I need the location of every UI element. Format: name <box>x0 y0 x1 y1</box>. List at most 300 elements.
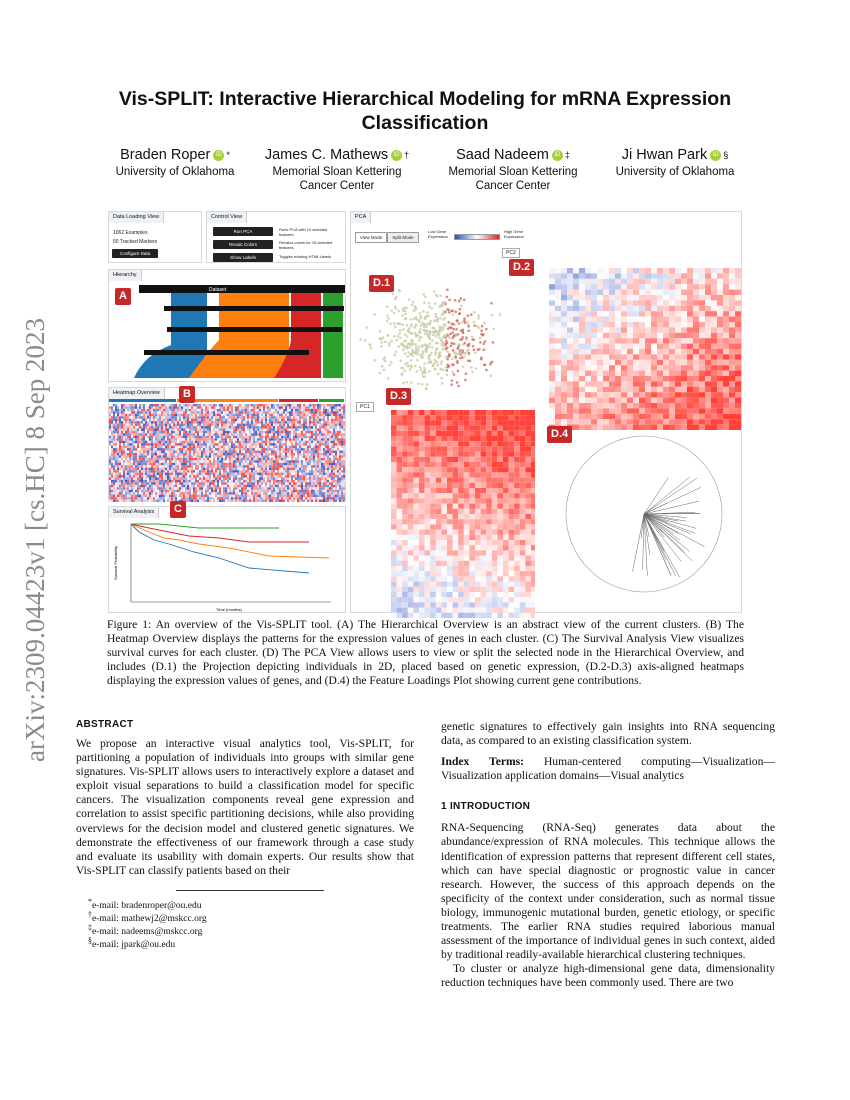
split-node[interactable] <box>167 327 342 332</box>
heatmap-cell <box>125 431 127 433</box>
heatmap-cell <box>117 414 119 416</box>
heatmap-cell <box>145 426 147 428</box>
heatmap-cell <box>193 482 195 484</box>
heatmap-cell <box>199 495 201 497</box>
heatmap-cell <box>253 455 255 457</box>
heatmap-cell <box>285 409 287 411</box>
heatmap-cell <box>187 485 189 487</box>
heatmap-cell <box>301 482 303 484</box>
pca-tab[interactable]: PCA <box>351 212 371 223</box>
heatmap-cell <box>169 485 171 487</box>
heatmap-cell <box>135 487 137 489</box>
heatmap-cell <box>215 419 217 421</box>
heatmap-cell <box>209 421 211 423</box>
heatmap-cell <box>193 495 195 497</box>
heatmap-cell <box>151 421 153 423</box>
heatmap-cell <box>239 436 241 438</box>
heatmap-cell <box>269 426 271 428</box>
heatmap-cell <box>195 470 197 472</box>
heatmap-cell <box>215 446 217 448</box>
heatmap-cell <box>131 485 133 487</box>
heatmap-cell <box>293 436 295 438</box>
heatmap-cell <box>197 463 199 465</box>
split-node[interactable] <box>164 306 344 311</box>
heatmap-cell <box>249 473 251 475</box>
heatmap-cell <box>277 446 279 448</box>
heatmap-cell <box>213 487 215 489</box>
heatmap-cell <box>325 460 327 462</box>
heatmap-cell <box>207 465 209 467</box>
heatmap-cell <box>199 416 201 418</box>
heatmap-cell <box>197 473 199 475</box>
heatmap-cell <box>279 470 281 472</box>
heatmap-cell <box>315 463 317 465</box>
heatmap-cell <box>261 458 263 460</box>
heatmap-cell <box>161 500 163 502</box>
heatmap-cell <box>231 443 233 445</box>
heatmap-cell <box>337 465 339 467</box>
heatmap-cell <box>139 465 141 467</box>
heatmap-cell <box>187 495 189 497</box>
heatmap-cell <box>151 433 153 435</box>
heatmap-cell <box>233 441 235 443</box>
heatmap-cell <box>275 451 277 453</box>
heatmap-cell <box>237 446 239 448</box>
show-labels-button[interactable]: Show Labels <box>213 253 273 262</box>
heatmap-cell <box>223 487 225 489</box>
heatmap-cell <box>317 431 319 433</box>
cluster-green[interactable] <box>323 293 343 378</box>
heatmap-cell <box>301 426 303 428</box>
heatmap-cell <box>271 463 273 465</box>
heatmap-cell <box>309 475 311 477</box>
heatmap-cell <box>215 436 217 438</box>
heatmap-cell <box>331 480 333 482</box>
run-pca-button[interactable]: Run PCA <box>213 227 273 236</box>
heatmap-cell <box>127 411 129 413</box>
heatmap-cell <box>181 465 183 467</box>
control-view-tab[interactable]: Control View <box>207 212 247 223</box>
heatmap-cell <box>323 453 325 455</box>
heatmap-cell <box>287 480 289 482</box>
heatmap-cell <box>185 465 187 467</box>
heatmap-cell <box>123 465 125 467</box>
heatmap-cell <box>187 446 189 448</box>
heatmap-cell <box>261 443 263 445</box>
heatmap-cell <box>253 453 255 455</box>
split-mode-button[interactable]: Split Mode <box>387 232 419 243</box>
heatmap-cell <box>207 433 209 435</box>
heatmap-cell <box>181 441 183 443</box>
heatmap-cell <box>301 497 303 499</box>
heatmap-cell <box>321 463 323 465</box>
heatmap-cell <box>221 436 223 438</box>
heatmap-overview-tab[interactable]: Heatmap Overview <box>109 388 165 399</box>
heatmap-cell <box>217 438 219 440</box>
heatmap-cell <box>129 411 131 413</box>
configure-data-button[interactable]: Configure Data <box>112 249 158 258</box>
heatmap-cell <box>255 406 257 408</box>
heatmap-cell <box>261 429 263 431</box>
heatmap-cell <box>329 478 331 480</box>
heatmap-cell <box>235 441 237 443</box>
heatmap-cell <box>241 455 243 457</box>
heatmap-cell <box>159 429 161 431</box>
heatmap-cell <box>129 463 131 465</box>
data-loading-tab[interactable]: Data Loading View <box>109 212 164 223</box>
heatmap-cell <box>155 448 157 450</box>
pca-point <box>477 317 480 320</box>
heatmap-cell <box>185 470 187 472</box>
heatmap-cell <box>185 478 187 480</box>
heatmap-cell <box>189 436 191 438</box>
heatmap-cell <box>261 465 263 467</box>
heatmap-cell <box>179 453 181 455</box>
heatmap-cell <box>247 485 249 487</box>
heatmap-cell <box>139 480 141 482</box>
heatmap-cell <box>273 433 275 435</box>
heatmap-cell <box>155 465 157 467</box>
heatmap-cell <box>289 433 291 435</box>
heatmap-cell <box>249 451 251 453</box>
figure-1 <box>107 209 744 613</box>
heatmap-cell <box>205 419 207 421</box>
heatmap-cell <box>197 421 199 423</box>
heatmap-cell <box>131 492 133 494</box>
heatmap-cell <box>189 455 191 457</box>
heatmap-cell <box>109 416 111 418</box>
heatmap-cell <box>237 468 239 470</box>
heatmap-cell <box>297 438 299 440</box>
heatmap-cell <box>267 426 269 428</box>
heatmap-cell <box>323 495 325 497</box>
heatmap-cell <box>247 441 249 443</box>
heatmap-cell <box>211 451 213 453</box>
hierarchy-tab[interactable]: Hierarchy <box>109 270 142 281</box>
heatmap-cell <box>209 414 211 416</box>
heatmap-cell <box>137 404 139 406</box>
heatmap-cell <box>217 492 219 494</box>
heatmap-cell <box>175 431 177 433</box>
heatmap-cell <box>167 480 169 482</box>
heatmap-cell <box>161 465 163 467</box>
heatmap-cell <box>341 468 343 470</box>
heatmap-cell <box>329 492 331 494</box>
heatmap-cell <box>275 448 277 450</box>
heatmap-cell <box>125 448 127 450</box>
heatmap-cell <box>281 446 283 448</box>
heatmap-cell <box>293 473 295 475</box>
heatmap-cell <box>241 433 243 435</box>
heatmap-cell <box>307 460 309 462</box>
heatmap-cell <box>149 480 151 482</box>
heatmap-cell <box>167 475 169 477</box>
heatmap-cell <box>325 411 327 413</box>
pca-point <box>425 344 428 347</box>
heatmap-cell <box>187 431 189 433</box>
heatmap-cell <box>165 431 167 433</box>
heatmap-cell <box>297 470 299 472</box>
heatmap-cell <box>257 448 259 450</box>
heatmap-cell <box>121 416 123 418</box>
pca-point <box>480 356 483 359</box>
heatmap-cell <box>183 492 185 494</box>
heatmap-cell <box>283 487 285 489</box>
heatmap-cell <box>157 487 159 489</box>
heatmap-cell <box>175 429 177 431</box>
heatmap-cell <box>255 433 257 435</box>
heatmap-cell <box>233 431 235 433</box>
heatmap-cell <box>291 495 293 497</box>
heatmap-cell <box>257 419 259 421</box>
heatmap-cell <box>289 492 291 494</box>
heatmap-cell <box>149 424 151 426</box>
heatmap-cell <box>315 426 317 428</box>
heatmap-cell <box>145 406 147 408</box>
heatmap-cell <box>249 443 251 445</box>
heatmap-cell <box>117 431 119 433</box>
heatmap-cell <box>155 431 157 433</box>
heatmap-cell <box>301 411 303 413</box>
heatmap-cell <box>151 497 153 499</box>
recalc-colors-button[interactable]: Recalc Colors <box>213 240 273 249</box>
heatmap-cell <box>137 463 139 465</box>
heatmap-cell <box>265 406 267 408</box>
heatmap-cell <box>115 426 117 428</box>
heatmap-cell <box>111 468 113 470</box>
heatmap-cell <box>173 495 175 497</box>
heatmap-cell <box>157 470 159 472</box>
heatmap-cell <box>341 411 343 413</box>
heatmap-cell <box>131 441 133 443</box>
heatmap-cell <box>149 475 151 477</box>
heatmap-cell <box>251 404 253 406</box>
survival-tab[interactable]: Survival Analysis <box>109 507 159 518</box>
heatmap-cell <box>303 436 305 438</box>
heatmap-cell <box>175 478 177 480</box>
heatmap-cell <box>167 500 169 502</box>
heatmap-cell <box>111 473 113 475</box>
heatmap-cell <box>287 453 289 455</box>
heatmap-cell <box>163 458 165 460</box>
heatmap-cell <box>339 500 341 502</box>
heatmap-cell <box>133 478 135 480</box>
heatmap-cell <box>157 436 159 438</box>
heatmap-cell <box>253 458 255 460</box>
heatmap-cell <box>267 487 269 489</box>
heatmap-cell <box>159 482 161 484</box>
heatmap-cell <box>221 470 223 472</box>
heatmap-cell <box>297 453 299 455</box>
heatmap-cell <box>295 460 297 462</box>
heatmap-cell <box>295 482 297 484</box>
heatmap-cell <box>325 433 327 435</box>
heatmap-cell <box>193 429 195 431</box>
heatmap-cell <box>119 419 121 421</box>
heatmap-cell <box>183 460 185 462</box>
heatmap-cell <box>319 421 321 423</box>
heatmap-cell <box>301 441 303 443</box>
heatmap-cell <box>339 446 341 448</box>
heatmap-cell <box>269 429 271 431</box>
heatmap-cell <box>309 478 311 480</box>
orcid-icon[interactable]: iD <box>213 150 224 161</box>
heatmap-cell <box>287 451 289 453</box>
heatmap-cell <box>319 419 321 421</box>
heatmap-cell <box>303 448 305 450</box>
heatmap-cell <box>249 416 251 418</box>
heatmap-cell <box>227 463 229 465</box>
heatmap-cell <box>209 487 211 489</box>
heatmap-cell <box>317 411 319 413</box>
heatmap-cell <box>243 490 245 492</box>
heatmap-cell <box>227 460 229 462</box>
heatmap-cell <box>307 487 309 489</box>
heatmap-cell <box>191 438 193 440</box>
heatmap-cell <box>193 406 195 408</box>
heatmap-cell <box>113 431 115 433</box>
heatmap-cell <box>261 470 263 472</box>
heatmap-cell <box>149 436 151 438</box>
heatmap-cell <box>337 419 339 421</box>
heatmap-cell <box>269 414 271 416</box>
heatmap-cell <box>147 480 149 482</box>
heatmap-cell <box>273 409 275 411</box>
heatmap-cell <box>263 482 265 484</box>
heatmap-cell <box>275 485 277 487</box>
heatmap-cell <box>173 404 175 406</box>
heatmap-cell <box>343 465 345 467</box>
heatmap-cell <box>117 482 119 484</box>
heatmap-cell <box>233 495 235 497</box>
heatmap-cell <box>173 424 175 426</box>
heatmap-cell <box>173 470 175 472</box>
heatmap-cell <box>293 495 295 497</box>
cluster-blue[interactable] <box>134 293 207 378</box>
heatmap-cell <box>289 416 291 418</box>
split-node[interactable] <box>144 350 309 355</box>
heatmap-cell <box>329 453 331 455</box>
heatmap-cell <box>145 443 147 445</box>
heatmap-cell <box>319 438 321 440</box>
heatmap-cell <box>237 426 239 428</box>
heatmap-cell <box>301 475 303 477</box>
heatmap-cell <box>273 482 275 484</box>
orcid-icon[interactable]: iD <box>391 150 402 161</box>
heatmap-cell <box>309 441 311 443</box>
heatmap-cell <box>149 419 151 421</box>
heatmap-cell <box>219 441 221 443</box>
heatmap-cell <box>281 487 283 489</box>
heatmap-cell <box>325 436 327 438</box>
heatmap-cell <box>139 492 141 494</box>
heatmap-cell <box>327 426 329 428</box>
heatmap-cell <box>155 475 157 477</box>
heatmap-cell <box>145 409 147 411</box>
heatmap-cell <box>341 458 343 460</box>
heatmap-cell <box>189 404 191 406</box>
heatmap-cell <box>241 485 243 487</box>
heatmap-cell <box>123 485 125 487</box>
heatmap-cell <box>171 416 173 418</box>
heatmap-cell <box>155 409 157 411</box>
heatmap-cell <box>189 478 191 480</box>
heatmap-cell <box>251 473 253 475</box>
heatmap-cell <box>215 433 217 435</box>
heatmap-cell <box>197 451 199 453</box>
heatmap-cell <box>271 438 273 440</box>
heatmap-cell <box>169 433 171 435</box>
view-mode-button[interactable]: View Mode <box>355 232 387 243</box>
heatmap-cell <box>295 473 297 475</box>
heatmap-cell <box>139 431 141 433</box>
root-node[interactable] <box>139 285 345 293</box>
heatmap-cell <box>157 492 159 494</box>
heatmap-cell <box>219 453 221 455</box>
heatmap-cell <box>321 473 323 475</box>
heatmap-cell <box>161 409 163 411</box>
heatmap-cell <box>273 419 275 421</box>
heatmap-cell <box>265 465 267 467</box>
orcid-icon[interactable]: iD <box>552 150 563 161</box>
heatmap-cell <box>147 443 149 445</box>
heatmap-cell <box>141 455 143 457</box>
heatmap-cell <box>307 492 309 494</box>
heatmap-cell <box>315 468 317 470</box>
heatmap-cell <box>145 470 147 472</box>
heatmap-cell <box>219 497 221 499</box>
heatmap-cell <box>225 468 227 470</box>
heatmap-cell <box>249 465 251 467</box>
heatmap-cell <box>273 441 275 443</box>
heatmap-cell <box>191 485 193 487</box>
heatmap-cell <box>303 458 305 460</box>
heatmap-cell <box>231 453 233 455</box>
heatmap-cell <box>173 426 175 428</box>
heatmap-cell <box>251 441 253 443</box>
heatmap-cell <box>167 492 169 494</box>
heatmap-cell <box>135 404 137 406</box>
pca-point <box>440 363 443 366</box>
heatmap-cell <box>335 406 337 408</box>
heatmap-cell <box>305 433 307 435</box>
heatmap-cell <box>123 424 125 426</box>
heatmap-cell <box>301 433 303 435</box>
heatmap-cell <box>145 500 147 502</box>
heatmap-cell <box>141 421 143 423</box>
orcid-icon[interactable]: iD <box>710 150 721 161</box>
heatmap-cell <box>217 424 219 426</box>
heatmap-cell <box>321 453 323 455</box>
heatmap-cell <box>289 438 291 440</box>
heatmap-cell <box>111 406 113 408</box>
heatmap-cell <box>291 441 293 443</box>
heatmap-cell <box>221 451 223 453</box>
heatmap-cell <box>187 460 189 462</box>
heatmap-cell <box>325 404 327 406</box>
heatmap-cell <box>323 451 325 453</box>
heatmap-cell <box>183 426 185 428</box>
heatmap-cell <box>129 446 131 448</box>
heatmap-cell <box>115 438 117 440</box>
heatmap-cell <box>255 448 257 450</box>
heatmap-cell <box>171 480 173 482</box>
heatmap-cell <box>147 414 149 416</box>
heatmap-cell <box>267 482 269 484</box>
heatmap-cell <box>225 426 227 428</box>
heatmap-cell <box>175 487 177 489</box>
heatmap-cell <box>213 433 215 435</box>
